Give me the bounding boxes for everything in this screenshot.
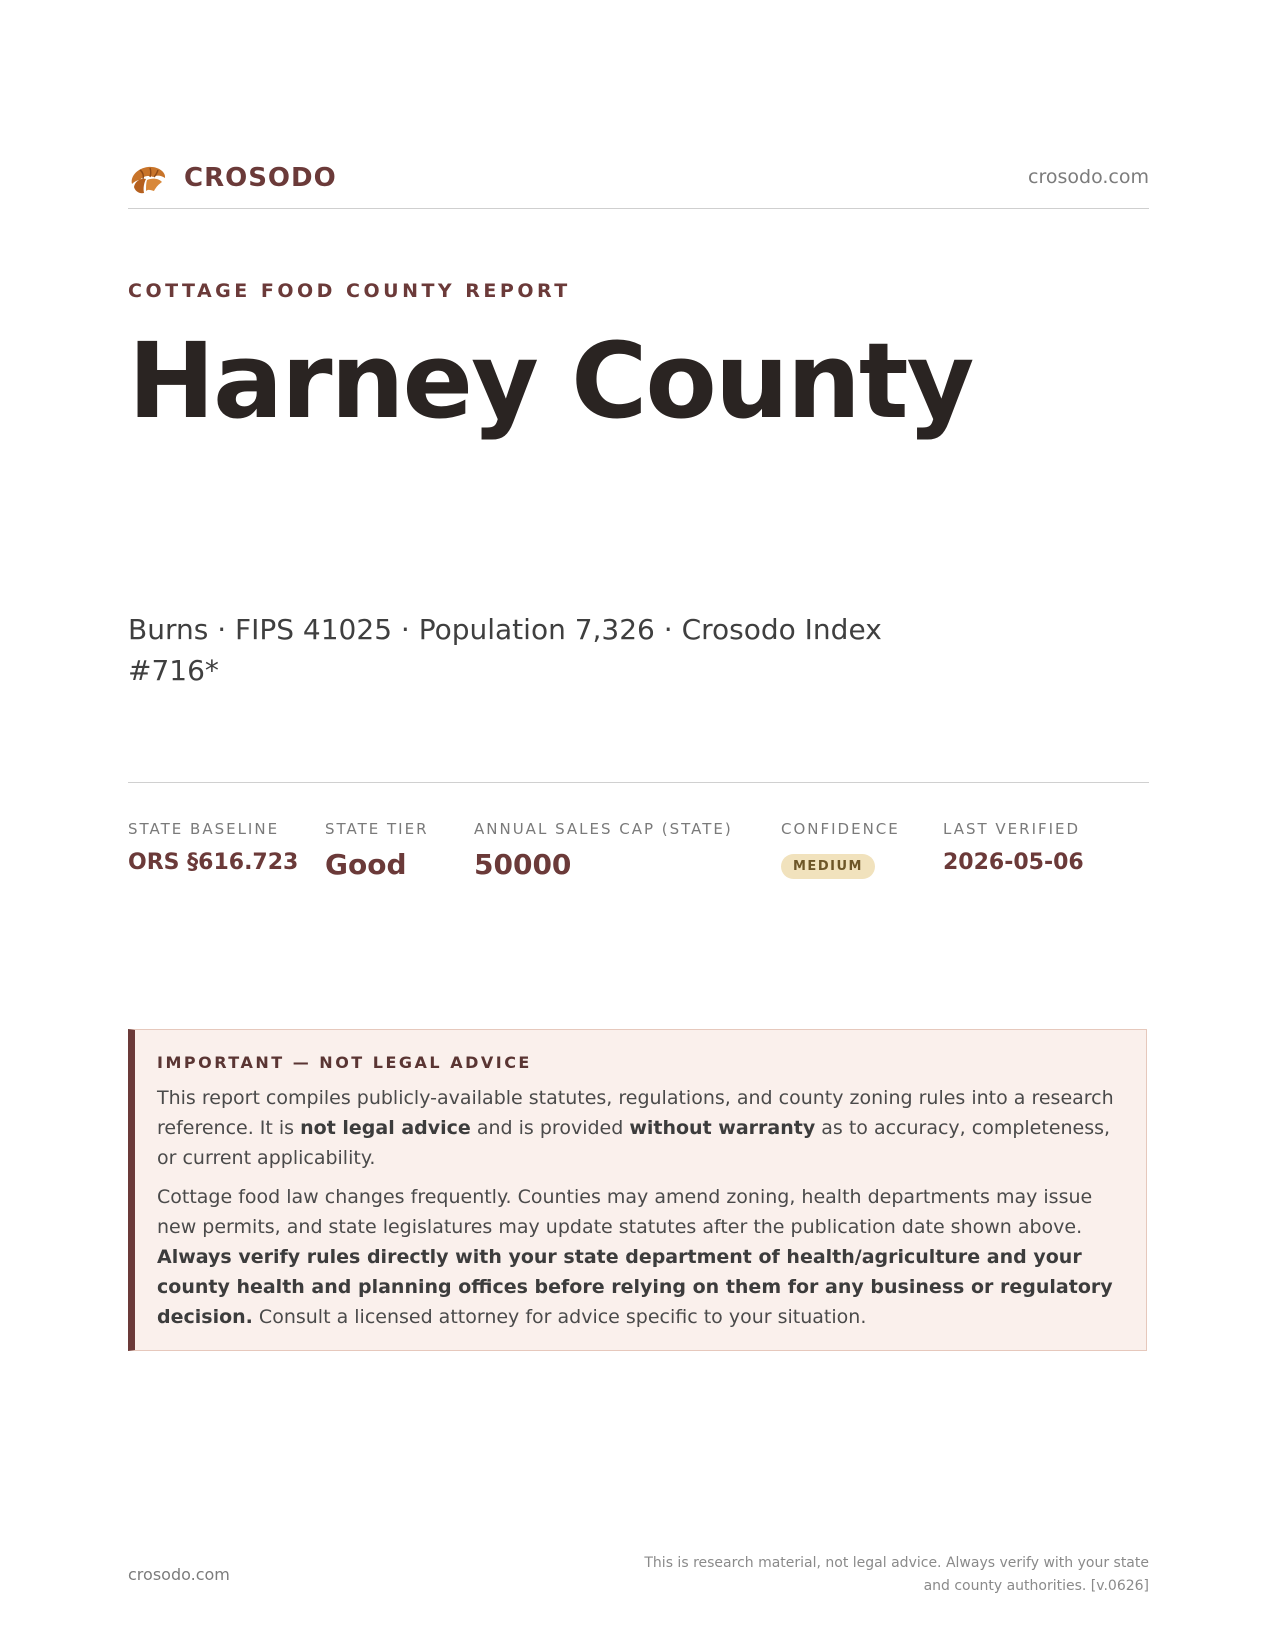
report-page [128,0,1149,1650]
divider [128,782,1149,783]
stat-confidence [781,820,900,879]
notice-text: Cottage food law changes frequently. Counties may amend zoning, health departments may issue new permits, and state legislatures may update statutes after the publication date shown above. [157,1186,1093,1238]
footer-site[interactable]: crosodo.com [128,1565,230,1584]
stat-state-baseline [128,820,298,875]
notice-heading: IMPORTANT — NOT LEGAL ADVICE [157,1053,532,1072]
footer-disclaimer: This is research material, not legal advice. Always verify with your state and county authorities. [v.0626] [644,1555,1149,1594]
stat-value: 50000 [474,848,572,881]
notice-emphasis: without warranty [629,1117,816,1139]
notice-emphasis: not legal advice [300,1117,471,1139]
croissant-icon [128,158,168,198]
report-subtitle: Burns · FIPS 41025 · Population 7,326 · Crosodo Index #716* [128,613,882,687]
stat-sales-cap [474,820,733,881]
notice-text: This report compiles publicly-available statutes, regulations, and county zoning rules into a research reference. It is [157,1087,1114,1139]
brand-name: CROSODO [184,163,337,193]
site-link[interactable]: crosodo.com [1028,166,1149,188]
notice-paragraph [157,1182,1132,1332]
page-header [128,158,1149,209]
stat-value: Good [325,848,407,881]
confidence-badge: MEDIUM [781,854,875,879]
stat-last-verified [943,820,1084,875]
brand[interactable] [128,158,337,198]
stats-row [128,820,1149,890]
stat-label: ANNUAL SALES CAP (STATE) [474,820,733,838]
notice-emphasis: Always verify rules directly with your state department of health/agriculture and your county health and planning offices before relying on them for any business or regulatory decision. [157,1246,1113,1328]
notice-text: as to accuracy, completeness, or current applicability. [157,1117,1111,1169]
stat-label: CONFIDENCE [781,820,900,838]
notice-text: and is provided [470,1117,630,1139]
stat-value: 2026-05-06 [943,850,1084,875]
page-title: Harney County [128,320,973,442]
notice-paragraph [157,1083,1132,1173]
legal-notice [128,1029,1147,1351]
stat-label: STATE TIER [325,820,429,838]
stat-value: ORS §616.723 [128,850,299,875]
report-eyebrow: COTTAGE FOOD COUNTY REPORT [128,280,571,302]
notice-text: Consult a licensed attorney for advice specific to your situation. [252,1306,867,1328]
stat-state-tier [325,820,429,881]
stat-label: LAST VERIFIED [943,820,1081,838]
stat-label: STATE BASELINE [128,820,280,838]
